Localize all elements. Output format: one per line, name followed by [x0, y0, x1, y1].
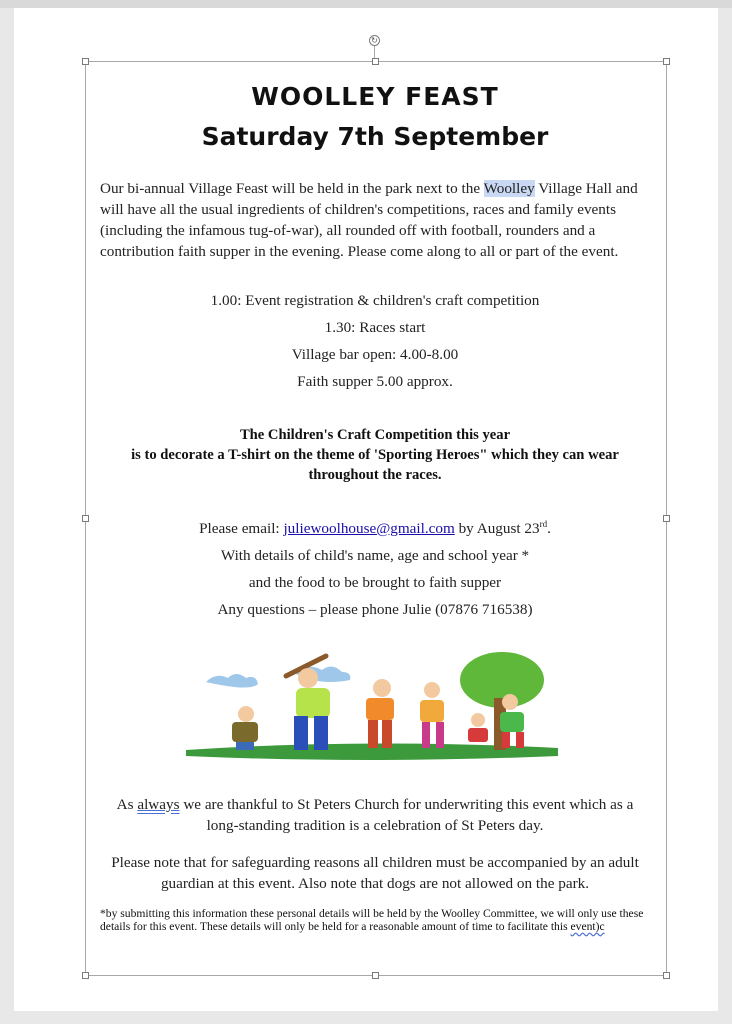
resize-handle-middle-right[interactable] — [663, 515, 670, 522]
intro-paragraph: Our bi-annual Village Feast will be held in the park next to the Woolley Village Hall and will have all the usual ingredients of children's competitions, races and family events (including the infamous tug-of-war), all rounded off with football, rounders and a contribution faith supper in the evening. Please come along to all or part of the event. — [100, 180, 638, 260]
resize-handle-middle-left[interactable] — [82, 515, 89, 522]
schedule-item: Faith supper 5.00 approx. — [297, 373, 453, 390]
event-title: WOOLLEY FEAST — [251, 82, 499, 111]
resize-handle-top-middle[interactable] — [372, 58, 379, 65]
schedule-item: Village bar open: 4.00-8.00 — [291, 346, 459, 363]
resize-handle-bottom-left[interactable] — [82, 972, 89, 979]
competition-line: is to decorate a T-shirt on the theme of 'Sporting Heroes" which they can wear — [131, 447, 619, 463]
event-date: Saturday 7th September — [201, 122, 549, 151]
footnote: *by submitting this information these personal details will be held by the Woolley Committee, we will only use these details for this event. These details will only be held for a reasonable amount of time to facilitate this event)c — [100, 907, 644, 933]
contact-food-line: and the food to be brought to faith supper — [248, 574, 502, 591]
schedule-item: 1.30: Races start — [324, 319, 426, 336]
resize-handle-bottom-right[interactable] — [663, 972, 670, 979]
schedule-item: 1.00: Event registration & children's craft competition — [210, 292, 540, 309]
safeguarding-paragraph: Please note that for safeguarding reasons all children must be accompanied by an adult guardian at this event. Also note that dogs are not allowed on the park. — [111, 854, 639, 892]
resize-handle-bottom-middle[interactable] — [372, 972, 379, 979]
contact-details-line: With details of child's name, age and school year * — [220, 547, 530, 564]
thanks-paragraph: As always we are thankful to St Peters Church for underwriting this event which as a long-standing tradition is a celebration of St Peters day. — [116, 796, 634, 834]
competition-line: throughout the races. — [308, 467, 442, 483]
resize-handle-top-left[interactable] — [82, 58, 89, 65]
email-link[interactable]: juliewoolhouse@gmail.com — [283, 520, 455, 538]
window-top-bar — [0, 0, 732, 8]
children-sports-clipart — [186, 650, 558, 765]
competition-line: The Children's Craft Competition this year — [239, 427, 511, 443]
rotate-handle-icon[interactable]: ↻ — [369, 35, 380, 46]
contact-phone-line: Any questions – please phone Julie (07876 716538) — [217, 601, 533, 618]
contact-email-line: Please email: juliewoolhouse@gmail.com by August 23rd. — [199, 519, 551, 538]
resize-handle-top-right[interactable] — [663, 58, 670, 65]
rotation-line — [374, 46, 375, 58]
selected-text-highlight[interactable]: Woolley — [483, 180, 535, 197]
